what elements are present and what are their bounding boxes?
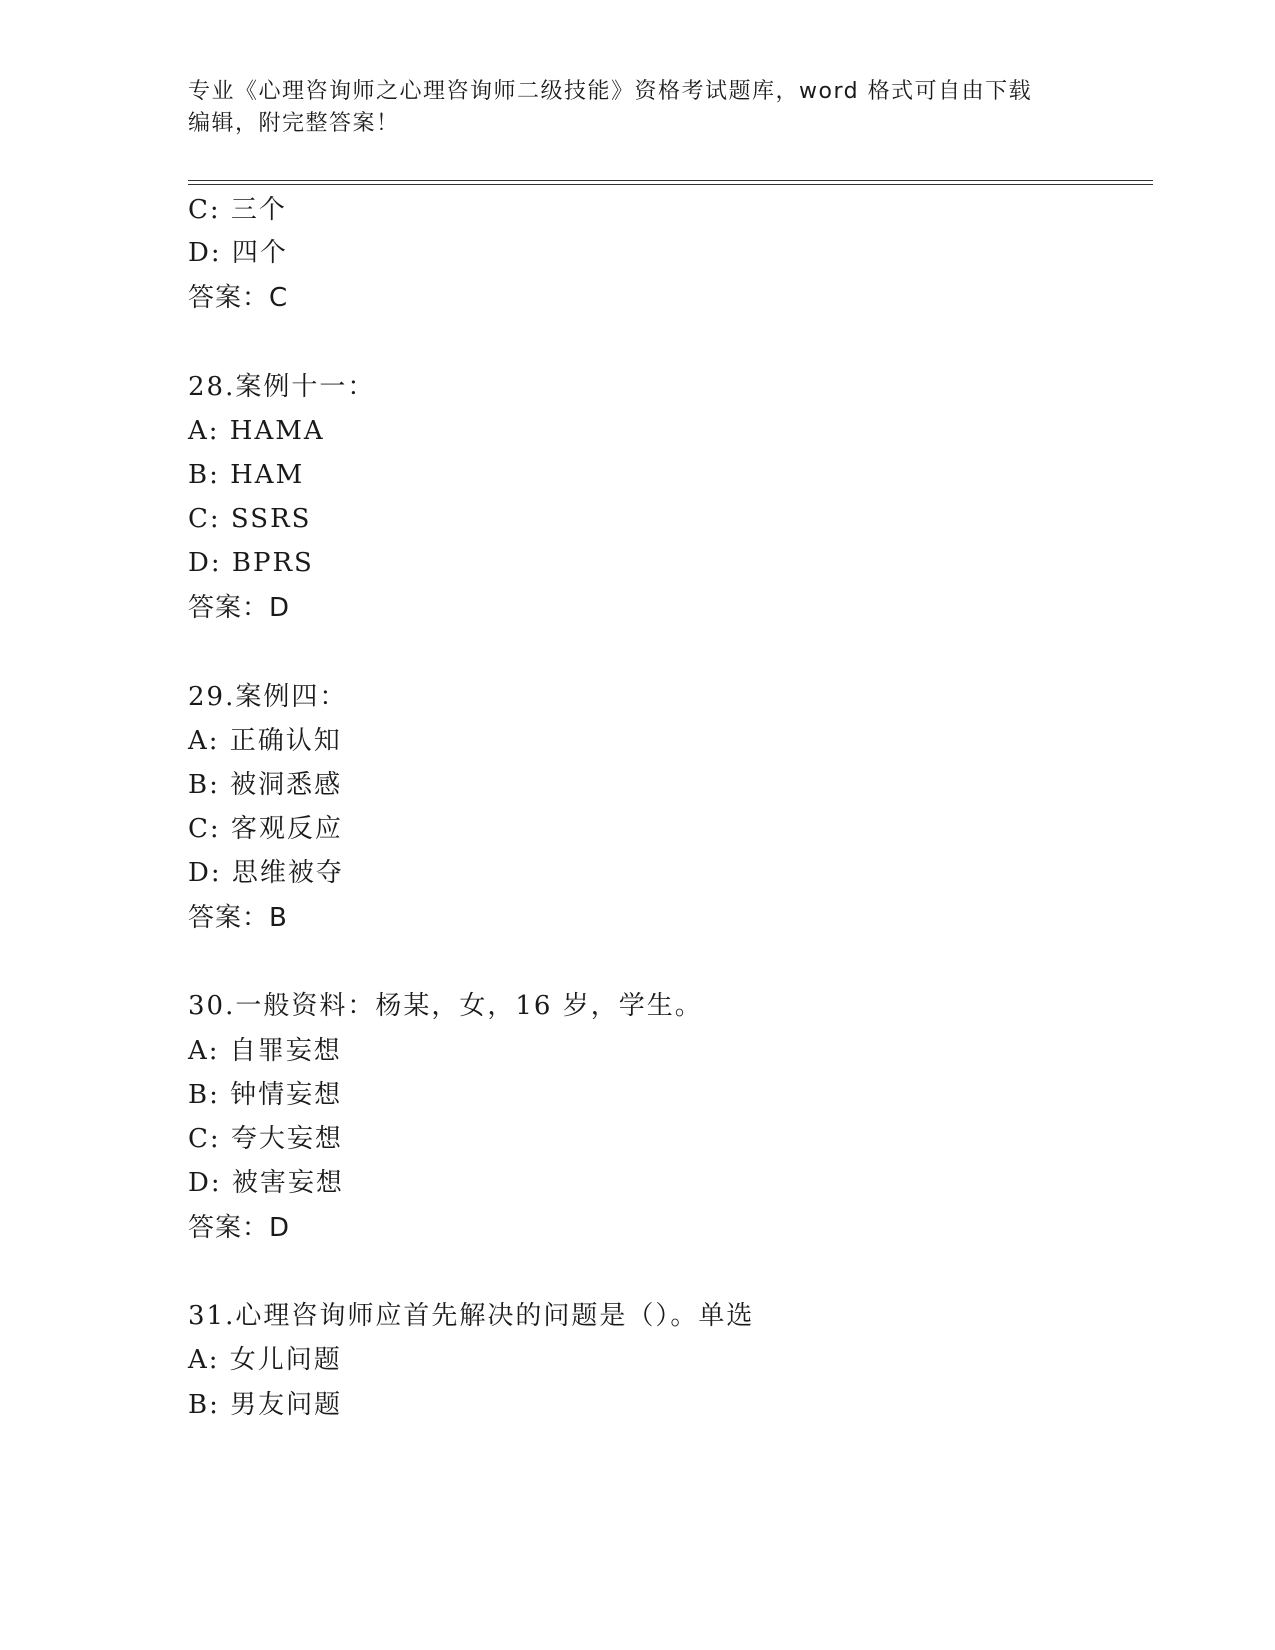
option-line: B: HAM: [188, 460, 305, 490]
option-line: B: 钟情妄想: [188, 1080, 343, 1110]
option-line: A: 自罪妄想: [188, 1036, 342, 1066]
option-line: B: 男友问题: [188, 1390, 343, 1420]
header-line-1: 专业《心理咨询师之心理咨询师二级技能》资格考试题库，word 格式可自由下载: [188, 79, 1033, 104]
answer-line: 答案：D: [188, 1213, 291, 1243]
document-header: [188, 76, 1088, 140]
option-line: A: 正确认知: [188, 726, 342, 756]
question-title: 29.案例四：: [188, 682, 348, 712]
option-line: D: 被害妄想: [188, 1168, 344, 1198]
option-line: C: SSRS: [188, 504, 312, 534]
header-divider-bottom: [188, 184, 1153, 185]
answer-line: 答案：C: [188, 283, 289, 313]
option-line: D: BPRS: [188, 548, 314, 578]
question-title: 31.心理咨询师应首先解决的问题是（）。单选: [188, 1301, 755, 1331]
option-line: B: 被洞悉感: [188, 770, 343, 800]
header-line-2: 编辑，附完整答案！: [188, 111, 400, 136]
option-line: C: 夸大妄想: [188, 1124, 343, 1154]
question-title: 28.案例十一：: [188, 372, 376, 402]
option-line: D: 思维被夺: [188, 858, 344, 888]
option-line: A: HAMA: [188, 416, 325, 446]
question-title: 30.一般资料：杨某，女，16 岁，学生。: [188, 991, 703, 1021]
option-line: D: 四个: [188, 238, 288, 268]
option-line: C: 三个: [188, 195, 287, 225]
option-line: C: 客观反应: [188, 814, 343, 844]
answer-line: 答案：D: [188, 593, 291, 623]
answer-line: 答案：B: [188, 903, 288, 933]
header-divider-top: [188, 180, 1153, 181]
option-line: A: 女儿问题: [188, 1345, 342, 1375]
